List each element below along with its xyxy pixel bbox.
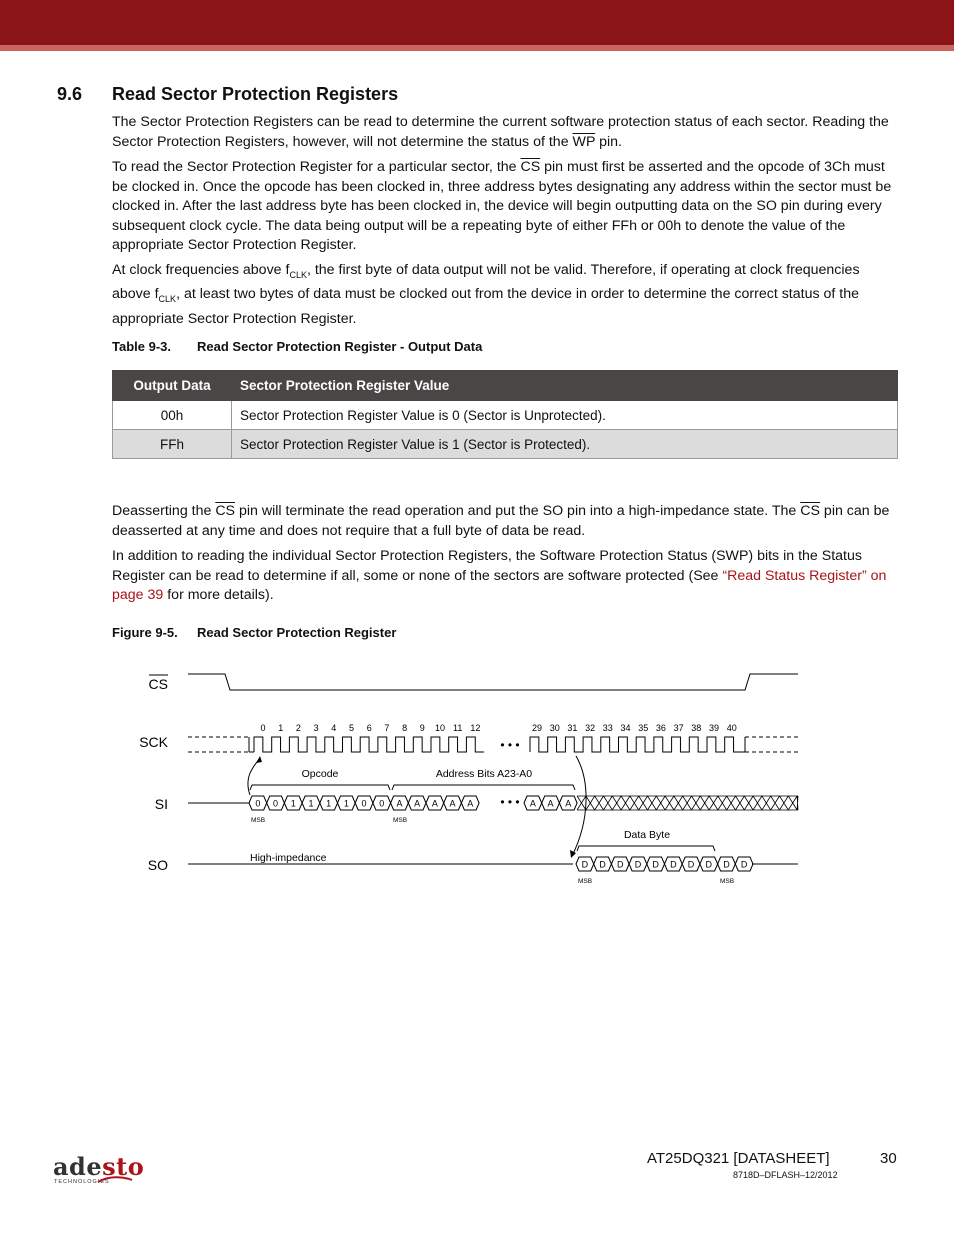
data-bit: D (740, 859, 748, 870)
table-caption: Table 9-3. Read Sector Protection Register - Output Data (112, 339, 483, 354)
opcode-bit: 1 (326, 798, 332, 809)
paragraph-4: Deasserting the $\overline{CS}$ pin will terminate the read operation and put the SO pin into a high-impedance state. The $\overline{CS}$ pin can be deasserted at any time and does not require that a full byte of data be read. (112, 503, 890, 539)
figure-caption: Figure 9-5. Read Sector Protection Register (112, 625, 397, 640)
opcode-bit: 1 (308, 798, 314, 809)
read-status-register-link[interactable]: “Read Status Register” on page 39 (112, 567, 887, 604)
address-label: Address Bits A23-A0 (435, 768, 533, 780)
clock-number: 32 (585, 723, 596, 733)
clock-number: 38 (691, 723, 702, 733)
output-data-table (112, 370, 898, 459)
clock-number: 8 (402, 723, 408, 733)
clock-number: 10 (434, 723, 446, 733)
opcode-bit: 0 (361, 798, 367, 809)
timing-diagram (0, 660, 954, 900)
footer-doc-title: AT25DQ321 [DATASHEET] (647, 1150, 830, 1167)
opcode-bit: 1 (290, 798, 296, 809)
clock-number: 34 (620, 723, 631, 733)
clock-number: 5 (348, 723, 355, 733)
address-bit: A (547, 798, 554, 809)
data-bit: D (634, 859, 642, 870)
sck-waveform (249, 737, 745, 752)
address-bit: A (414, 798, 421, 809)
si-ellipsis: • • • (500, 795, 520, 809)
header-accent-bar (0, 45, 954, 51)
clock-number: 6 (366, 723, 372, 733)
table-cell: FFh (113, 430, 232, 459)
sck-to-so-arrow (572, 756, 586, 856)
clock-number: 36 (655, 723, 666, 733)
data-bit: D (599, 859, 606, 870)
adesto-logo-subtitle: TECHNOLOGIES (54, 1179, 110, 1185)
high-impedance-label: High-impedance (250, 852, 327, 864)
clock-number: 2 (295, 723, 301, 733)
table-row (113, 430, 898, 459)
clock-number: 37 (673, 723, 684, 733)
address-bit: A (396, 798, 403, 809)
table-cell: 00h (113, 401, 232, 430)
address-bit: A (467, 798, 474, 809)
clock-number: 12 (470, 723, 481, 733)
data-byte-label: Data Byte (623, 829, 671, 841)
opcode-bit: 1 (343, 798, 349, 809)
table-header-output-data: Output Data (113, 371, 232, 401)
signal-label-so: SO (147, 857, 168, 873)
sck-to-so-arrowhead (570, 850, 576, 858)
address-bit: A (449, 798, 456, 809)
clock-number: 4 (331, 723, 337, 733)
signal-label-cs: CS (148, 676, 168, 692)
footer-doc-code: 8718D–DFLASH–12/2012 (733, 1170, 838, 1180)
clock-number: 1 (278, 723, 284, 733)
si-msb-address: MSB (392, 817, 408, 824)
address-bit: A (565, 798, 572, 809)
clock-number: 33 (602, 723, 613, 733)
clock-number: 40 (726, 723, 737, 733)
section-title: Read Sector Protection Registers (112, 84, 399, 104)
sck-ellipsis: • • • (500, 738, 520, 752)
data-bit: D (705, 859, 712, 870)
clock-number: 29 (531, 723, 543, 733)
clock-number: 11 (453, 723, 463, 733)
so-waveform (576, 857, 753, 871)
so-msb-first: MSB (577, 878, 593, 885)
adesto-logo: adesto (53, 1152, 145, 1181)
header-bar (0, 0, 954, 45)
sck-pulses-first (254, 737, 484, 752)
paragraph-2: To read the Sector Protection Register for a particular sector, the $\overline{CS}$ pin must first be asserted and the opcode of 3Ch must be clocked in. Once the opcode has been clocked in, three address bytes designating any address within the sector must be clocked in. After the last address byte has been clocked in, the device will begin outputting data on the SO pin during every subsequent clock cycle. The data being output will be a repeating byte of either FFh or 00h to denote the value of the appropriate Sector Protection Register. (112, 159, 892, 254)
sck-to-si-arrowhead (256, 756, 262, 763)
address-bit: A (529, 798, 536, 809)
paragraph-5: In addition to reading the individual Sector Protection Registers, the Software Protection Status (SWP) bits in the Status Register can be read to determine if all, some or none of the sectors are software protected (See “Read Status Register” on page 39 for more details). (112, 548, 887, 604)
signal-label-sck: SCK (139, 734, 168, 750)
footer-page-number: 30 (880, 1150, 897, 1167)
sck-pulses-second (530, 737, 742, 752)
si-waveform (249, 796, 798, 810)
data-bit: D (723, 859, 730, 870)
so-msb-second: MSB (719, 878, 735, 885)
clock-numbers (260, 723, 736, 733)
address-bracket (392, 785, 575, 790)
clock-number: 0 (260, 723, 266, 733)
data-bit: D (670, 859, 677, 870)
table-row (113, 401, 898, 430)
table-cell: Sector Protection Register Value is 1 (Sector is Protected). (232, 430, 898, 459)
opcode-bit: 0 (379, 798, 385, 809)
si-msb-opcode: MSB (250, 817, 266, 824)
opcode-bit: 0 (273, 798, 279, 809)
data-bit: D (581, 859, 589, 870)
clock-number: 7 (384, 723, 390, 733)
data-byte-bracket (577, 846, 715, 851)
table-cell: Sector Protection Register Value is 0 (Sector is Unprotected). (232, 401, 898, 430)
opcode-bit: 0 (255, 798, 261, 809)
logo-swoosh-icon (96, 1174, 136, 1186)
opcode-bracket (250, 785, 390, 790)
address-bit: A (431, 798, 438, 809)
cs-waveform (188, 674, 798, 690)
clock-number: 35 (638, 723, 649, 733)
data-bit: D (617, 859, 624, 870)
si-dont-care-hatch (577, 796, 798, 810)
clock-number: 31 (567, 723, 578, 733)
paragraph-3: At clock frequencies above $f_{CLK}$, the first byte of data output will not be valid. Therefore, if operating at clock frequencies above $f_{CLK}$, at least two bytes of data must be clocked out from the device in order to determine the correct status of the appropriate Sector Protection Register. (112, 262, 860, 327)
opcode-label: Opcode (301, 768, 339, 780)
data-bit: D (652, 859, 659, 870)
table-header-row (113, 371, 898, 401)
clock-number: 39 (708, 723, 720, 733)
signal-label-si: SI (154, 796, 168, 812)
data-bit: D (687, 859, 695, 870)
paragraph-1: The Sector Protection Registers can be read to determine the current software protection status of each sector. Reading the Sector Protection Registers, however, will not determine the status of the $\overline{WP}$ pin. (112, 114, 889, 150)
section-number: 9.6 (57, 84, 83, 104)
clock-number: 3 (313, 723, 319, 733)
clock-number: 30 (549, 723, 560, 733)
clock-number: 9 (419, 723, 425, 733)
table-header-register-value: Sector Protection Register Value (232, 371, 898, 401)
